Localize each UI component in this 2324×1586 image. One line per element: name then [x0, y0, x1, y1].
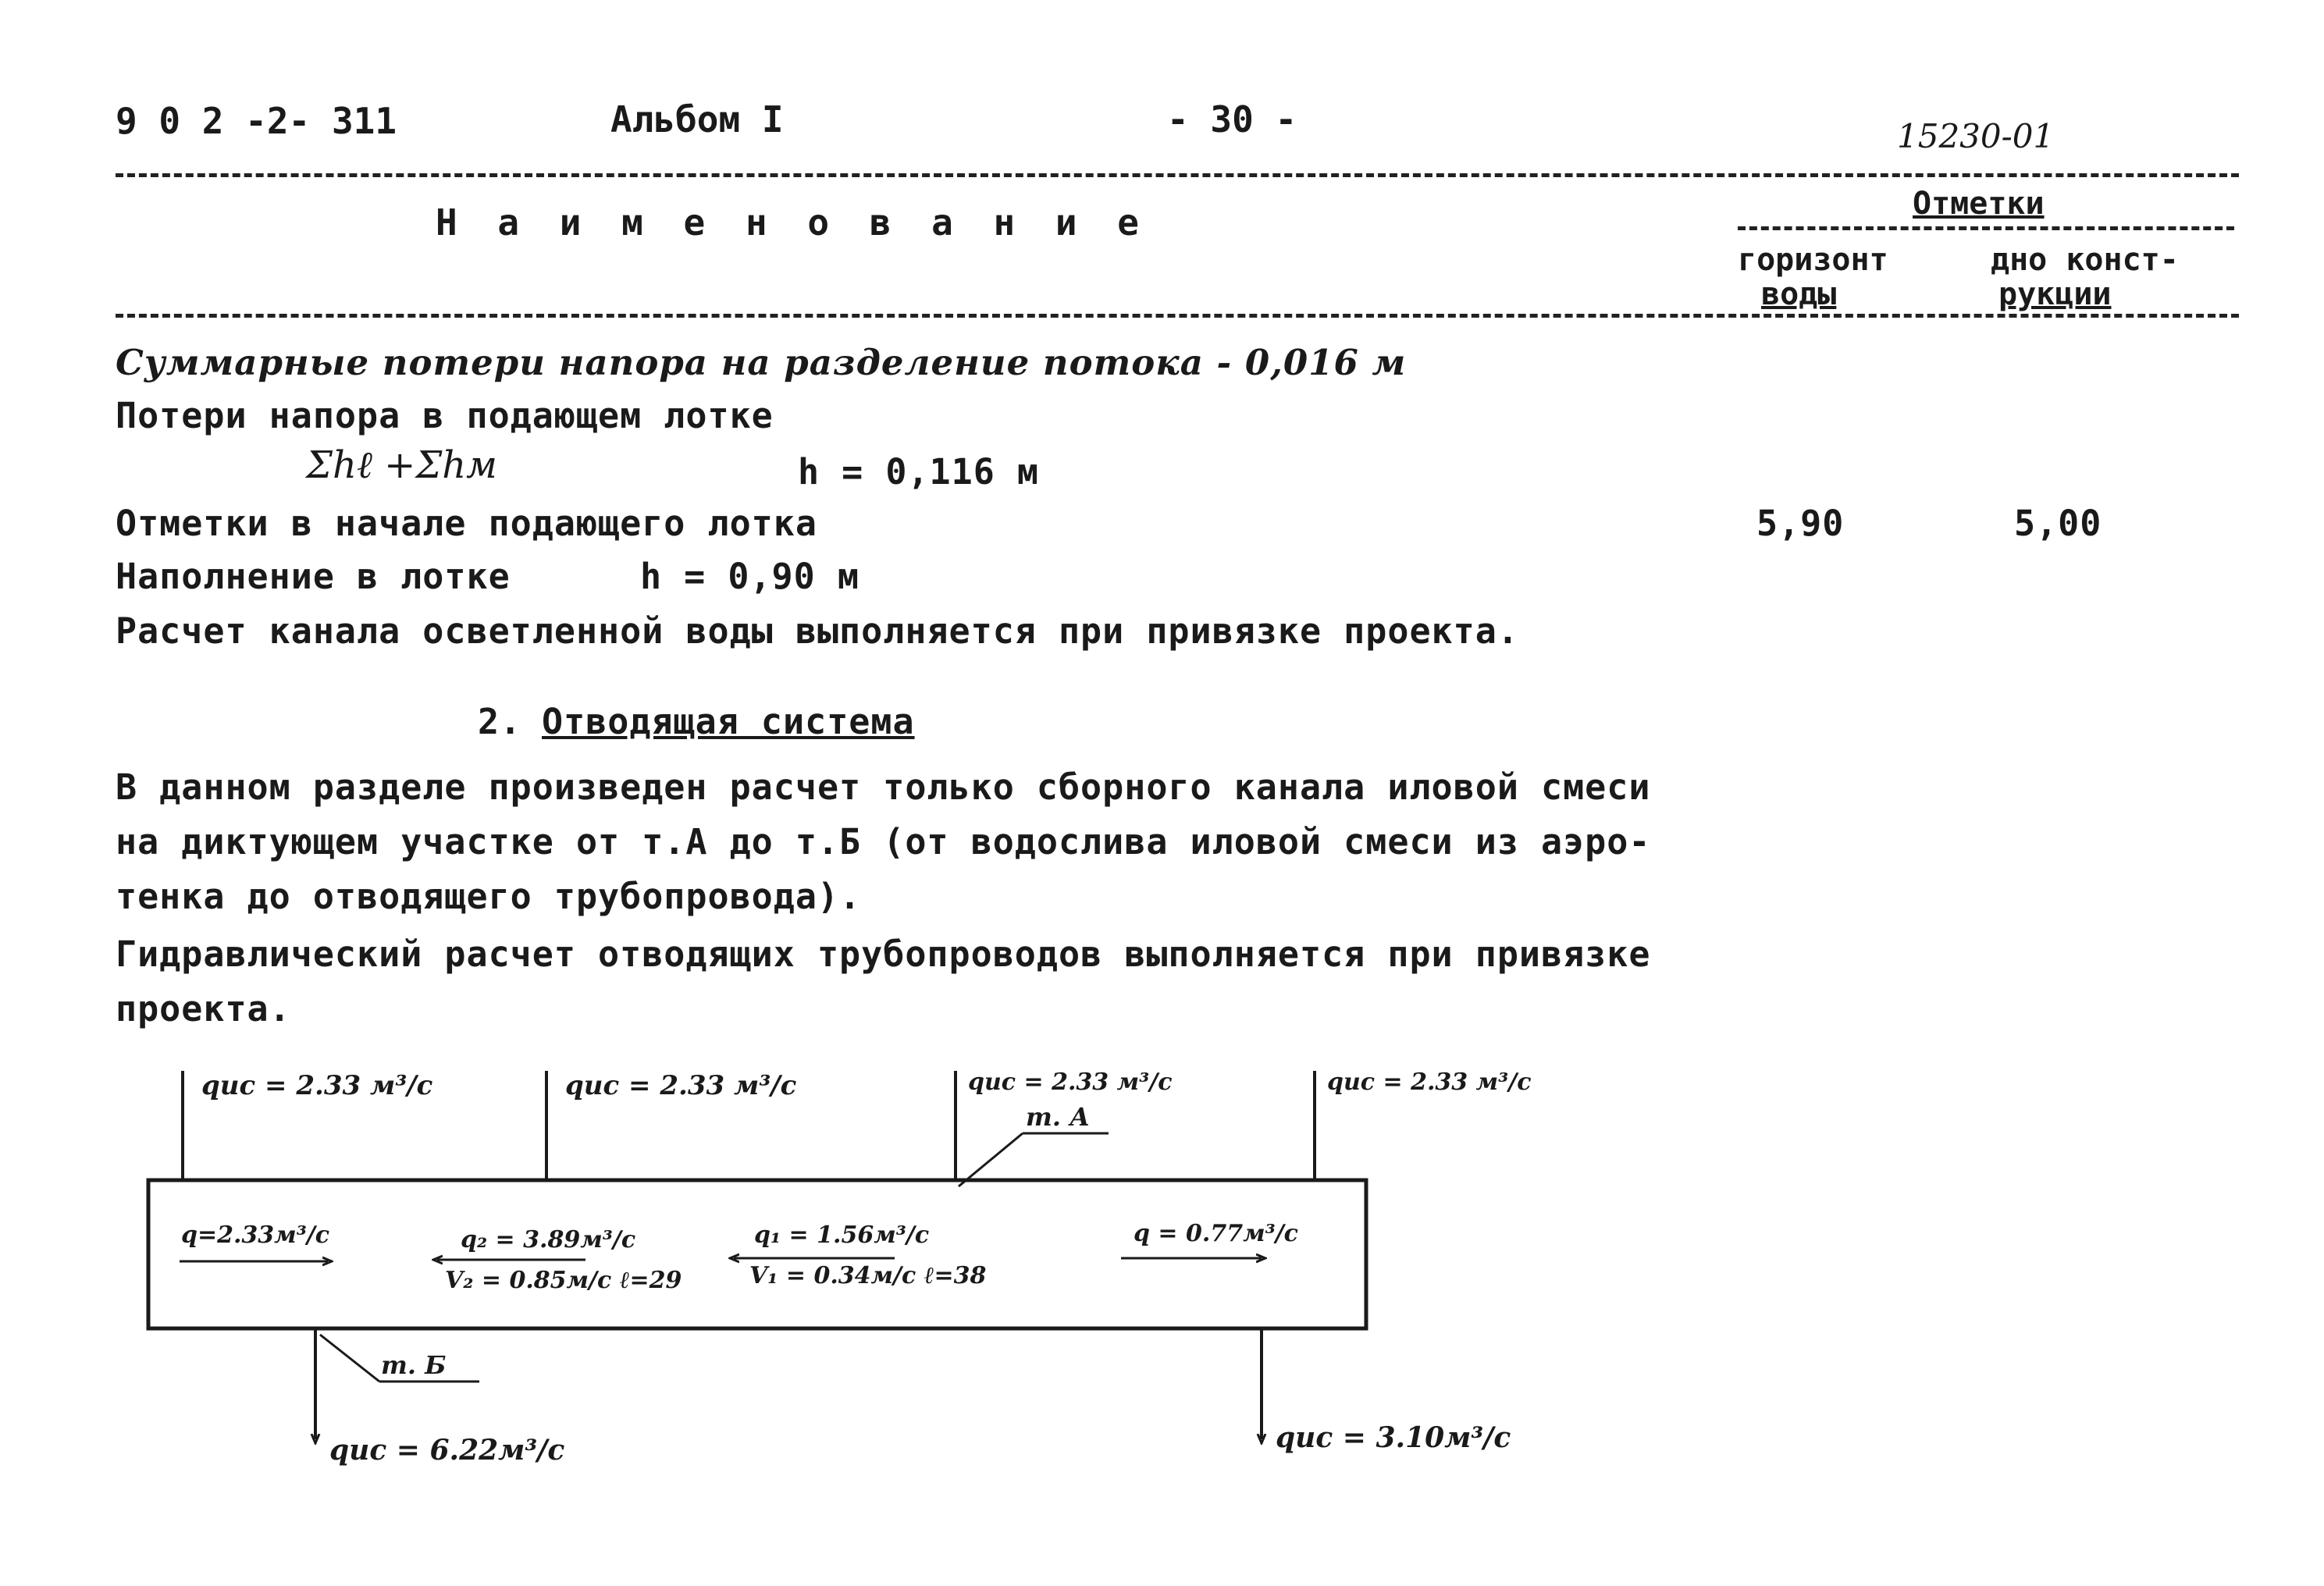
flow-label-4: q = 0.77м³/с — [1134, 1220, 1298, 1247]
album-label: Альбом I — [610, 98, 784, 140]
flow-label-3: q₁ = 1.56м³/с — [754, 1222, 930, 1249]
inflow-label: qис = 2.33 м³/с — [1327, 1069, 1532, 1096]
sheet-number: 15230-01 — [1897, 117, 2055, 155]
row-clarified-channel: Расчет канала осветленной воды выполняется при привязке проекта. — [116, 610, 1519, 652]
row-head-loss-formula: Σhℓ +Σhм — [306, 443, 497, 487]
row-filling-label: Наполнение в лотке — [116, 556, 511, 597]
row-marks-water: 5,90 — [1756, 503, 1845, 544]
point-b-leader — [320, 1335, 379, 1382]
point-b-label: т. Б — [381, 1350, 447, 1380]
row-marks-bottom: 5,00 — [2014, 503, 2102, 544]
inflow-label: qис = 2.33 м³/с — [968, 1069, 1173, 1096]
paragraph-line: проекта. — [116, 988, 291, 1029]
column-bottom-line2: рукции — [1998, 276, 2112, 312]
section-title: Отводящая система — [542, 701, 915, 742]
collection-channel — [148, 1180, 1366, 1328]
paragraph-line: В данном разделе произведен расчет только сборного канала иловой смеси — [116, 766, 1651, 808]
column-water-level-line1: горизонт — [1738, 242, 1888, 278]
point-a-label: т. А — [1026, 1102, 1091, 1132]
column-header-marks: Отметки — [1913, 186, 2045, 222]
flow-velocity-3: V₁ = 0.34м/с ℓ=38 — [749, 1262, 987, 1289]
row-filling-value: h = 0,90 м — [640, 556, 859, 597]
column-header-name: Н а и м е н о в а н и е — [436, 201, 1148, 244]
section-number: 2. — [478, 701, 522, 742]
outflow-label: qис = 3.10м³/с — [1276, 1421, 1511, 1454]
page-number: - 30 - — [1167, 98, 1297, 140]
document-code: 9 0 2 -2- 311 — [116, 100, 397, 142]
column-bottom-line1: дно конст- — [1991, 242, 2179, 278]
paragraph-line: тенка до отводящего трубопровода). — [116, 876, 862, 917]
flow-label-1: q=2.33м³/с — [181, 1222, 330, 1249]
paragraph-line: Гидравлический расчет отводящих трубопроводов выполняется при привязке — [116, 933, 1651, 975]
flow-velocity-2: V₂ = 0.85м/с ℓ=29 — [445, 1267, 682, 1294]
outflow-label-b: qис = 6.22м³/с — [329, 1434, 565, 1467]
inflow-label: qис = 2.33 м³/с — [565, 1070, 797, 1101]
inflow-label: qис = 2.33 м³/с — [201, 1070, 433, 1101]
flow-label-2: q₂ = 3.89м³/с — [461, 1226, 636, 1254]
column-water-level-line2: воды — [1761, 276, 1837, 312]
row-total-head-loss: Суммарные потери напора на разделение потока - 0,016 м — [116, 342, 1407, 383]
row-head-loss-value: h = 0,116 м — [798, 451, 1040, 493]
row-head-loss-label: Потери напора в подающем лотке — [116, 395, 774, 436]
row-marks-label: Отметки в начале подающего лотка — [116, 503, 817, 544]
paragraph-line: на диктующем участке от т.А до т.Б (от водослива иловой смеси из аэро- — [116, 821, 1651, 862]
